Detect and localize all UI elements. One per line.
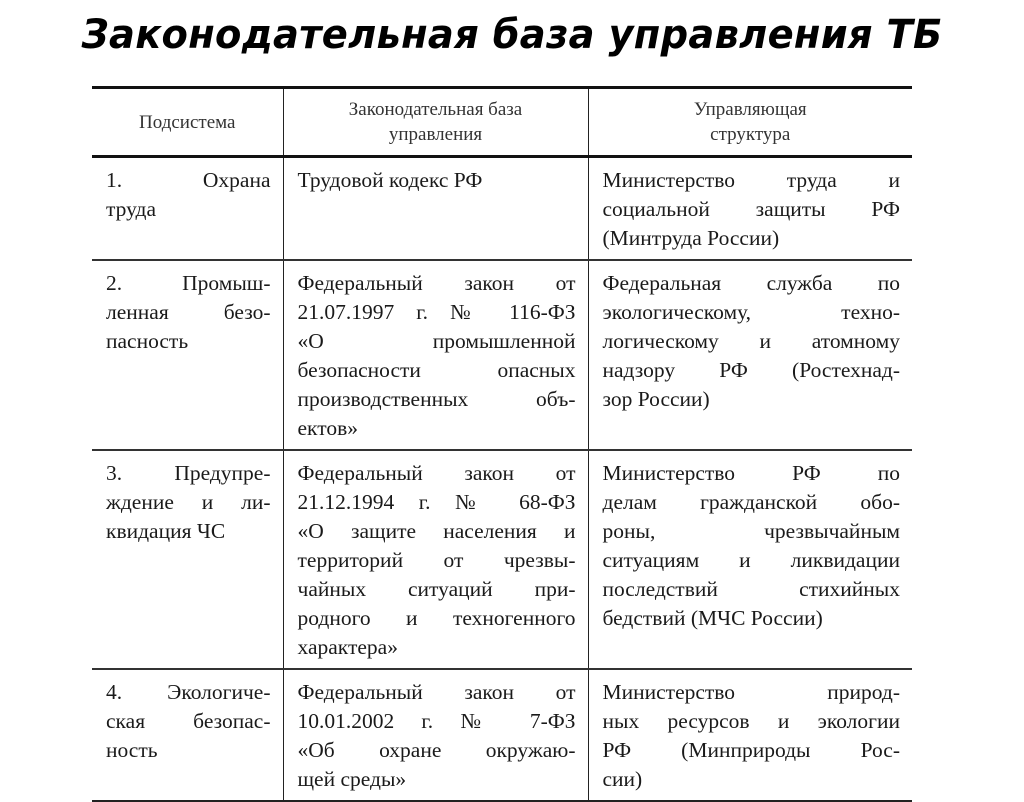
cell-structure xyxy=(588,157,912,261)
cell-line: ных ресурсов и экологии xyxy=(602,709,900,733)
cell-structure xyxy=(588,450,912,669)
cell-line: логическому и атомному xyxy=(602,329,900,353)
cell-line: Федеральная служба по xyxy=(602,271,900,295)
cell-line: последствий стихийных xyxy=(602,577,900,601)
cell-line: структура xyxy=(710,124,791,145)
cell-subsystem xyxy=(92,450,283,669)
cell-line: ситуациям и ликвидации xyxy=(602,548,900,572)
cell-line: 3. Предупре- xyxy=(106,461,271,485)
cell-line: (Минтруда России) xyxy=(602,226,780,250)
table-row xyxy=(92,669,912,801)
legal-base-table xyxy=(92,86,912,802)
cell-line: щей среды» xyxy=(297,767,407,791)
cell-line: 4. Экологиче- xyxy=(106,680,271,704)
cell-legal-base xyxy=(283,260,588,450)
cell-line: пасность xyxy=(106,329,189,353)
cell-line: Законодательная база xyxy=(348,99,523,120)
cell-legal-base xyxy=(283,669,588,801)
cell-legal-base xyxy=(283,450,588,669)
header-subsystem xyxy=(92,88,283,157)
cell-line: управления xyxy=(388,124,483,145)
cell-line: «Об охране окружаю- xyxy=(297,738,576,762)
cell-line: Федеральный закон от xyxy=(297,680,576,704)
table-row xyxy=(92,157,912,261)
cell-line: производственных объ- xyxy=(297,387,576,411)
cell-line: чайных ситуаций при- xyxy=(297,577,576,601)
cell-line: характера» xyxy=(297,635,398,659)
cell-line: делам гражданской обо- xyxy=(602,490,900,514)
cell-line: «О защите населения и xyxy=(297,519,576,543)
cell-subsystem xyxy=(92,669,283,801)
cell-line: ская безопас- xyxy=(106,709,271,733)
header-structure xyxy=(588,88,912,157)
cell-line: Министерство труда и xyxy=(602,168,900,192)
page-title: Законодательная база управления ТБ xyxy=(81,12,943,58)
cell-line: ность xyxy=(106,738,158,762)
cell-line: Министерство РФ по xyxy=(602,461,900,485)
cell-line: экологическому, техно- xyxy=(602,300,900,324)
cell-line: ленная безо- xyxy=(106,300,271,324)
cell-line: ждение и ли- xyxy=(106,490,271,514)
cell-line: 10.01.2002 г. № 7-ФЗ xyxy=(297,709,576,733)
cell-line: Федеральный закон от xyxy=(297,461,576,485)
cell-line: сии) xyxy=(602,767,643,791)
table-row xyxy=(92,260,912,450)
cell-line: квидация ЧС xyxy=(106,519,226,543)
table-header-row xyxy=(92,88,912,157)
cell-line: роны, чрезвычайным xyxy=(602,519,900,543)
cell-line: РФ (Минприроды Рос- xyxy=(602,738,900,762)
cell-line: бедствий (МЧС России) xyxy=(602,606,823,630)
cell-line: ектов» xyxy=(297,416,358,440)
cell-line: Управляющая xyxy=(693,99,807,120)
cell-structure xyxy=(588,260,912,450)
cell-line: 1. Охрана xyxy=(106,168,271,192)
header-legal-base xyxy=(283,88,588,157)
cell-line: Подсистема xyxy=(139,111,236,133)
cell-line: социальной защиты РФ xyxy=(602,197,900,221)
cell-line: Министерство природ- xyxy=(602,680,900,704)
table-row xyxy=(92,450,912,669)
cell-line: Трудовой кодекс РФ xyxy=(297,168,483,192)
cell-line: Федеральный закон от xyxy=(297,271,576,295)
cell-line: зор России) xyxy=(602,387,710,411)
cell-line: родного и техногенного xyxy=(297,606,576,630)
cell-line: 21.07.1997 г. № 116-ФЗ xyxy=(297,300,576,324)
cell-line: труда xyxy=(106,197,157,221)
cell-line: безопасности опасных xyxy=(297,358,576,382)
cell-line: «О промышленной xyxy=(297,329,576,353)
cell-line: надзору РФ (Ростехнад- xyxy=(602,358,900,382)
cell-subsystem xyxy=(92,157,283,261)
cell-legal-base xyxy=(283,157,588,261)
cell-line: 2. Промыш- xyxy=(106,271,271,295)
cell-structure xyxy=(588,669,912,801)
cell-subsystem xyxy=(92,260,283,450)
cell-line: 21.12.1994 г. № 68-ФЗ xyxy=(297,490,576,514)
cell-line: территорий от чрезвы- xyxy=(297,548,576,572)
